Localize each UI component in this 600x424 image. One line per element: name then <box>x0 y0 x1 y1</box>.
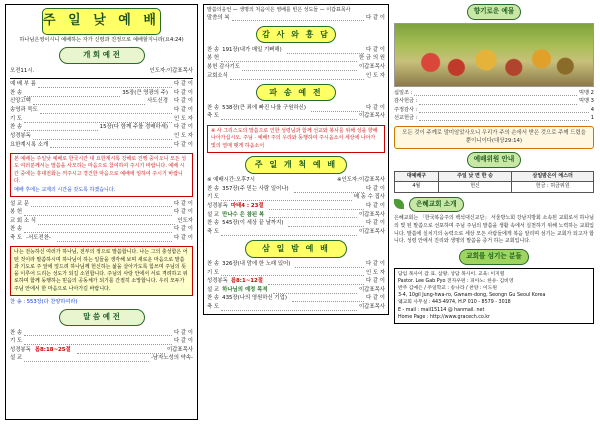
offering-badge: 향기로운 예물 <box>467 4 522 20</box>
order-value: 이갑표목사 <box>358 211 385 218</box>
offering-value: 믹맹 3 <box>579 98 594 105</box>
offering-verse-box: 모든 것이 주께로 말미암았사오니 우리가 주의 손에서 받은 것으로 주께 드렸을 뿐이니이다(대상29:14) <box>394 126 594 150</box>
order-row <box>10 133 193 142</box>
dot-leader <box>24 355 149 362</box>
top-message-box <box>203 4 389 315</box>
offering-row <box>394 114 594 122</box>
order-label: 찬 송 <box>10 89 23 96</box>
order-detail: 마태4 : 23절 <box>230 203 264 210</box>
order-value: 다 같 이 <box>173 107 193 114</box>
offering-label: 십일조 : <box>394 89 413 96</box>
order-label: 봉 헌 <box>10 209 23 216</box>
dot-leader <box>38 81 172 88</box>
order-label: 설 교 <box>10 355 23 362</box>
church-introduction-text: 은혜교회는 「한국복음주의 백석대신교단」 서울방노회 강남지방회 소속된 교회로서 하나님의 빛 된 말씀으로 선포하며 주님 주님의 말씀을 생활 속에서 실천하기 위해 노력하는 교회입니다. 말씀에 실치기의 능력으로 세상 모든 사람들에게 복음 알리며 섬기는 교회가 되고자 합니다. 성령 안에서 진리와 생명의 말씀을 증거 하는 교회입니다. <box>394 215 594 245</box>
table-row <box>395 182 594 192</box>
dot-leader <box>33 133 172 140</box>
dot-leader <box>77 347 165 354</box>
order-value: 다 같 이 <box>365 261 385 268</box>
order-row <box>10 81 193 90</box>
order-label: 기 도 <box>10 115 23 122</box>
order-row <box>207 228 385 237</box>
dot-leader <box>38 218 175 225</box>
dot-leader <box>269 203 364 210</box>
order-label: 찬 송 <box>207 261 220 268</box>
dot-leader <box>31 201 172 208</box>
dot-leader <box>24 338 172 345</box>
column-worship-main <box>5 4 198 420</box>
order-label: 찬 송 <box>207 220 220 227</box>
dot-leader <box>419 107 588 114</box>
offering-row <box>394 90 594 98</box>
dot-leader <box>232 15 364 22</box>
table-header-cell: 삼일밤은이 에스더 <box>512 172 594 182</box>
order-row <box>10 107 193 116</box>
order-value: 인 도 자 <box>173 132 193 139</box>
offering-list <box>394 90 594 123</box>
dot-leader <box>24 209 172 216</box>
order-value: 다 같 이 <box>173 141 193 148</box>
columns-container <box>5 4 595 420</box>
offering-label: 감사헌금 : <box>394 98 418 105</box>
order-row <box>207 55 385 64</box>
order-label: 찬 송 <box>10 329 23 336</box>
section-thanks-badge: 감 사 와 흥 담 <box>256 26 336 44</box>
order-row <box>10 200 193 209</box>
dot-leader <box>269 212 357 219</box>
dot-leader <box>268 278 364 285</box>
dot-leader <box>311 105 364 112</box>
pastoral-message-text: 나는 전능하신 여러가 하나님, 전부의 정으로 말씀합니다. 나는 그의 충성함은 어떤 것이라 말씀하시며 하나님이 하는 일들을 생각해 보며 새로운 마음으로 말씀과 기도로 주 앞에 엎드려 하나님께 헌신하는 삶을 살아가도록 힘쓰며 주님의 뜻을 이루어 드리는 성도가 되길 소원합니다. 주님의 사랑 안에서 서로 격려하고 위로하며 함께 동행하는 믿음의 공동체가 되기를 간절히 소망합니다. 우리 모두가 주님 안에서 한 마음으로 나아가길 바랍니다. <box>14 249 188 292</box>
order-detail: 사도신경 <box>147 98 168 105</box>
service-time: 오전11시. <box>10 67 35 74</box>
order-label: 요한계시록 소개 <box>10 141 49 148</box>
order-value: 다 같 이 <box>173 226 193 233</box>
order-value: 다 같 이 <box>173 338 193 345</box>
dot-leader <box>414 90 577 97</box>
footer-line: 반주 김예은 / 주일학교 : 송나라 / 찬양 : 이도원 <box>398 285 497 291</box>
order-value: 다 같 이 <box>173 89 193 96</box>
order-row <box>207 46 385 55</box>
order-label: 교 회 소 식 <box>10 217 36 224</box>
offering-row <box>394 106 594 114</box>
committee-badge: 예배위원 안내 <box>467 152 522 168</box>
order-label: 축 도 <box>207 304 220 311</box>
footer-line: E - mail : mail15114 @ hanmail. net <box>398 307 485 313</box>
order-label: 말씀의 복 <box>207 14 230 21</box>
footer-line: Pastor. Lee Gab Pyo 전자우편 : 피아노: 한유· 김비영 <box>398 278 514 284</box>
order-value: 다 같 이 <box>365 14 385 21</box>
bulletin-title: 주 일 낮 예 배 <box>42 8 161 35</box>
order-label: 찬 송 <box>10 226 23 233</box>
service-time-row <box>10 67 193 76</box>
dot-leader <box>221 194 352 201</box>
order-value: 다 같 이 <box>173 235 193 242</box>
order-row <box>207 72 385 81</box>
offering-value: 1 <box>590 114 594 121</box>
dot-leader <box>33 98 145 105</box>
footer-line: 담임 목사이 갑 표. 삼왕. 상담 목사이. 교육: 이지렬 <box>398 271 505 277</box>
order-label: 예 배 부 름 <box>10 81 36 88</box>
order-value: 다 같 이 <box>365 203 385 210</box>
order-detail: 357장(주 믿는 사람 일어나) <box>222 185 289 192</box>
order-value: 다 같 이 <box>173 98 193 105</box>
order-detail: 롬8:1~12절 <box>230 278 263 285</box>
order-row <box>10 338 193 347</box>
message-line: 말씀의응언 — 생명의 처음이은 영배를 빈은 성도들 — 이갑표목사 <box>207 7 351 13</box>
section-wednesday-badge: 삼 일 밤 예 배 <box>245 240 347 258</box>
order-value: 다 같 이 <box>365 278 385 285</box>
dot-leader <box>221 229 357 236</box>
order-row <box>10 355 193 364</box>
offering-value: 4 <box>590 106 594 113</box>
order-label: 성경봉독 <box>10 132 31 139</box>
order-row <box>207 104 385 113</box>
order-row <box>207 286 385 295</box>
benediction-red-box <box>207 125 385 154</box>
order-value: 인 도 자 <box>365 269 385 276</box>
benediction-text: ※ 사 그리스도의 말씀으로 인한 성령님과 함께 선교와 봉사를 위해 성을 향해 나아가십시오. 주님 · 예배! 주의 우리와 동행하여 주시옵소서 세상에 나아가 빛의 열매 맺게 하옵소서 <box>211 127 378 149</box>
order-value: 다 같 이 <box>365 295 385 302</box>
section-pioneer-badge: 주 일 개 척 예 배 <box>245 156 347 174</box>
section-opening-badge: 개 회 예 전 <box>59 47 145 64</box>
order-detail: 545장(이 세상 끝 날까지) <box>222 220 284 227</box>
order-value: 다 같 이 <box>173 209 193 216</box>
order-value: 인 도 자 <box>365 72 385 79</box>
order-label: 설 교 <box>207 211 220 218</box>
dot-leader <box>221 113 357 120</box>
order-detail: -서도전찬- <box>26 235 51 242</box>
order-value: 이갑표목사 <box>358 304 385 311</box>
table-header-cell: 주일 낮 면 한 승 <box>438 172 512 182</box>
dot-leader <box>24 116 172 123</box>
dot-leader <box>287 47 364 54</box>
order-value: 이갑표목사 <box>358 286 385 293</box>
order-label: 설 교 문 <box>10 200 30 207</box>
dot-leader <box>419 115 588 122</box>
dot-leader <box>242 64 357 71</box>
order-row <box>10 209 193 218</box>
order-value: 다 같 이 <box>173 124 193 131</box>
footer-homepage[interactable]: Home Page : http://www.gracech.co.kr <box>398 314 491 320</box>
order-label: 기 도 <box>207 269 220 276</box>
dot-leader <box>40 107 172 114</box>
order-row <box>10 226 193 235</box>
announcement-text: 본 예배는 주일낮 예배로 한국시간 내 요한계시록 강해로 진행 중이오니 모든 성도 여러분께서는 말씀을 사모하는 마음으로 참여하여 주시기 바랍니다. 예배 시간 중에는 휴대전화는 꺼주시고 경건한 마음으로 예배에 임하여 주시기 바랍니다. <box>14 155 187 185</box>
order-label: 봉 헌 <box>207 55 220 62</box>
order-value: 이갑표목사 <box>358 228 385 235</box>
order-row <box>10 141 193 150</box>
order-value: 배 동 수 집사 <box>353 194 385 201</box>
committee-table <box>394 171 594 193</box>
order-value: 다 같 이 <box>173 81 193 88</box>
serving-badge: 교회를 섬기는 분들 <box>459 249 529 265</box>
order-row <box>207 211 385 220</box>
order-label: 성경봉독 <box>10 346 31 353</box>
dot-leader <box>221 270 364 277</box>
order-detail: 326장(내 맘에 한 노래 있어) <box>222 261 291 268</box>
dot-leader <box>295 261 364 268</box>
pioneer-time: ※ 예배시간:오후7시 <box>207 177 255 184</box>
dot-leader <box>24 90 120 97</box>
order-value: 다 같 이 <box>173 329 193 336</box>
order-row <box>10 217 193 226</box>
offering-label: 주정감사 : <box>394 106 418 113</box>
order-value: 다 같 이 <box>365 46 385 53</box>
order-row <box>10 98 193 107</box>
column-info <box>394 4 594 420</box>
section-word-badge: 말 씀 예 전 <box>59 309 145 326</box>
order-value: 이갑표목사 <box>358 64 385 71</box>
order-row <box>207 295 385 304</box>
order-row <box>10 346 193 355</box>
order-label: 찬 송 <box>10 124 23 131</box>
intro-badge: 은혜교회 소개 <box>409 197 464 213</box>
order-row <box>207 269 385 278</box>
order-detail: 538장(큰 죄에 빠진 나를 구원하신) <box>222 104 306 111</box>
service-leader: 인도자:이갑표목사 <box>149 67 193 74</box>
mid-order-list <box>10 200 193 243</box>
dot-leader <box>24 226 172 233</box>
order-label: 기 도 <box>10 338 23 345</box>
section-sending-badge: 파 송 예 전 <box>256 84 336 102</box>
sermon-title: 하나님의 예정 목적 <box>222 286 268 293</box>
order-label: 기 도 <box>207 194 220 201</box>
order-row <box>10 89 193 98</box>
dot-leader <box>24 124 98 131</box>
contact-footer <box>394 268 594 324</box>
order-label: 찬 송 <box>207 295 220 302</box>
table-header-cell: 대예배구 <box>395 172 439 182</box>
order-row <box>10 235 193 244</box>
table-header-row <box>395 172 594 182</box>
order-row <box>10 115 193 124</box>
order-detail: 435장(나의 영원하신 기업) <box>222 295 287 302</box>
order-row <box>207 220 385 229</box>
order-detail: 35장(큰 영광의 주) <box>122 89 168 96</box>
dot-leader <box>292 295 364 302</box>
dot-leader <box>419 98 577 105</box>
dot-leader <box>221 304 357 311</box>
divider <box>10 78 193 79</box>
dot-leader <box>230 73 364 80</box>
offering-label: 선교헌금 : <box>394 114 418 121</box>
dot-leader <box>288 220 364 227</box>
dot-leader <box>50 142 172 149</box>
order-row <box>207 203 385 212</box>
leaf-icon <box>394 199 404 209</box>
order-label: 찬 송 <box>207 185 220 192</box>
order-label: 찬 송 <box>207 46 220 53</box>
dot-leader <box>221 55 357 62</box>
offering-value: 믹맹 2 <box>579 89 594 96</box>
order-label: 성경봉독 <box>207 278 228 285</box>
order-label: 축 도 <box>10 235 23 242</box>
order-value: 한 금 의 원 <box>359 55 385 62</box>
intro-header <box>394 197 594 213</box>
order-row <box>207 278 385 287</box>
order-row <box>207 185 385 194</box>
column-orders <box>203 4 389 420</box>
order-row <box>207 14 385 23</box>
order-label: 축 도 <box>207 228 220 235</box>
order-detail: 15장(다 함께 주를 경배하세) <box>99 124 168 131</box>
order-row <box>207 261 385 270</box>
dot-leader <box>24 330 172 337</box>
opening-order-list <box>10 81 193 150</box>
order-label: 찬 송 <box>207 104 220 111</box>
order-row <box>10 124 193 133</box>
order-value: 다 같 이 <box>365 104 385 111</box>
order-value: -남자노성의 약속- <box>150 355 193 362</box>
announcement-red-box <box>10 153 193 198</box>
offering-row <box>394 98 594 106</box>
order-label: 송영과 묵도 <box>10 107 38 114</box>
order-value: 이갑표목사 <box>358 113 385 120</box>
order-label: 교회소식 <box>207 72 228 79</box>
order-row <box>207 113 385 122</box>
pioneer-leader: ※인도자:이갑표목사 <box>337 177 385 184</box>
footer-line: 웨교회 사무실 : 443-4974, H.P 010 - 8579 - 3018 <box>398 300 511 306</box>
sermon-title: 만나수 은 참된 복 <box>222 211 265 218</box>
announcement-text-2: 예배 후에는 교제의 시간을 갖도록 하겠습니다. <box>14 186 116 193</box>
order-value: 이갑표목사 <box>166 346 193 353</box>
pastoral-message-box <box>10 246 193 296</box>
order-row <box>10 329 193 338</box>
order-value: 다 같 이 <box>173 200 193 207</box>
order-row <box>207 194 385 203</box>
order-value: 인 도 자 <box>173 115 193 122</box>
order-row <box>207 64 385 73</box>
closing-hymn-line: 찬 송 : 553장(다 찬양하여라) <box>10 298 78 305</box>
order-label: 신앙고백 <box>10 98 31 105</box>
table-cell: 헌신 <box>438 182 512 192</box>
table-cell: 4월 <box>395 182 439 192</box>
order-value: 인도자 <box>177 217 193 224</box>
pioneer-meta-row <box>207 177 385 186</box>
order-label: 설 교 <box>207 286 220 293</box>
dot-leader <box>57 235 172 242</box>
order-value: 다 같 이 <box>365 220 385 227</box>
dot-leader <box>294 186 364 193</box>
church-verse-line: 하나님은영이시니 예배하는 자가 신령과 진정으로 예배할지니라(요4:24) <box>19 36 184 43</box>
order-label: 봉헌 감사기도 <box>207 64 240 71</box>
table-cell: 헌금 : 허금위원 <box>512 182 594 192</box>
order-label: 성경봉독 <box>207 203 228 210</box>
order-value: 다 같 이 <box>365 185 385 192</box>
dot-leader <box>273 287 357 294</box>
order-row <box>207 304 385 313</box>
footer-line: 3-4, 10gil Jung-hwa-ro, Gwnam-dong, Seongn Gu Seoul Korea <box>398 293 546 299</box>
order-detail: 191장(내가 매일 기뻐해) <box>222 46 282 53</box>
order-detail: 롬8:18~25절 <box>34 346 71 353</box>
evening-order-list <box>10 329 193 363</box>
autumn-fruit-photo <box>394 23 594 87</box>
order-label: 축 도 <box>207 113 220 120</box>
